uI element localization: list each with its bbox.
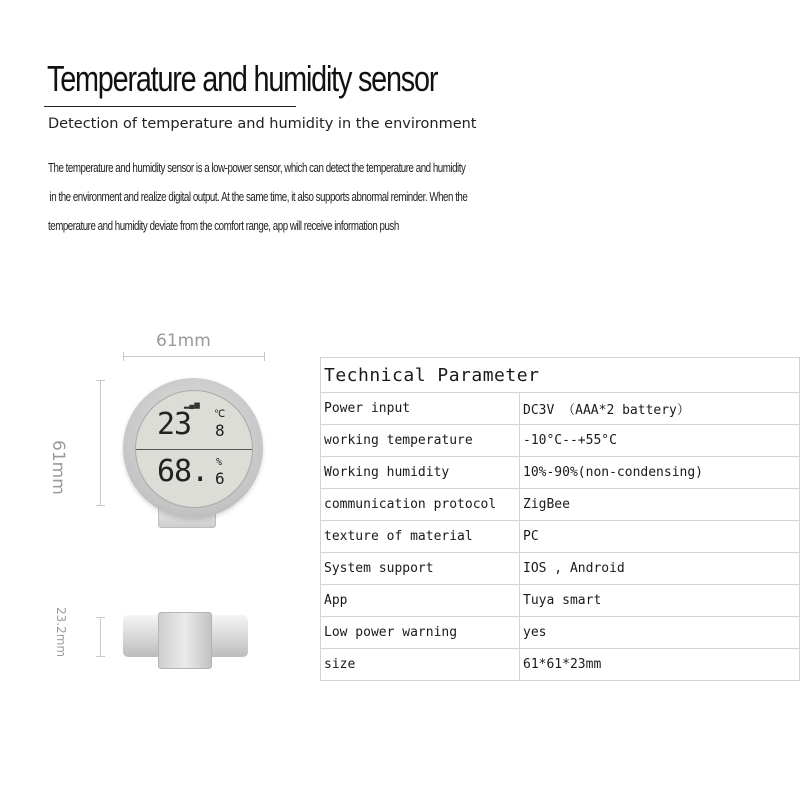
page-title: Temperature and humidity sensor [47,58,438,99]
description-line: in the environment and realize digital output. At the same time, it also supports abnormal reminder. When the [49,190,468,204]
description [48,154,485,241]
title-underline [44,106,296,107]
technical-parameter-table [320,357,800,681]
param-value: Tuya smart [520,585,800,617]
dimension-tick [264,352,265,361]
param-name: Power input [321,393,520,425]
lcd-temperature-unit: ℃ [214,409,226,420]
dimension-tick [96,380,105,381]
width-dimension-line [123,356,265,357]
param-name: System support [321,553,520,585]
height-dimension-label: 61mm [48,440,68,495]
table-row [321,457,800,489]
param-name: communication protocol [321,489,520,521]
sensor-device-front [123,378,263,518]
lcd-screen [135,390,253,508]
lcd-temperature-decimal: 8 [215,421,225,440]
table-row [321,489,800,521]
table-header-row [321,358,800,393]
table-row [321,649,800,681]
table-row [321,617,800,649]
param-name: working temperature [321,425,520,457]
depth-dimension-label: 23.2mm [54,607,68,658]
lcd-temperature: 23 [157,407,192,442]
description-line: The temperature and humidity sensor is a low-power sensor, which can detect the temperature and humidity [48,161,466,175]
width-dimension-label: 61mm [156,331,211,351]
param-name: App [321,585,520,617]
param-value: ZigBee [520,489,800,521]
table-row [321,393,800,425]
param-name: Low power warning [321,617,520,649]
param-name: size [321,649,520,681]
device-clip [158,612,212,669]
param-value: 61*61*23mm [520,649,800,681]
lcd-humidity-decimal: 6 [215,469,225,488]
page-subtitle: Detection of temperature and humidity in the environment [48,116,477,132]
param-value: IOS , Android [520,553,800,585]
param-value: -10°C--+55°C [520,425,800,457]
param-value: DC3V （AAA*2 battery） [520,393,800,425]
table-title: Technical Parameter [321,358,800,393]
description-line: temperature and humidity deviate from the comfort range, app will receive information push [48,219,399,233]
param-name: Working humidity [321,457,520,489]
height-dimension-line [100,380,101,506]
param-name: texture of material [321,521,520,553]
lcd-humidity: 68. [157,454,209,489]
lcd-divider [136,449,252,450]
signal-icon: ▂▄▆ [184,402,200,409]
depth-dimension-line [100,617,101,657]
param-value: PC [520,521,800,553]
table-row [321,585,800,617]
dimension-tick [96,617,105,618]
param-value: yes [520,617,800,649]
dimension-tick [123,352,124,361]
table-row [321,425,800,457]
param-value: 10%-90%(non-condensing) [520,457,800,489]
table-row [321,521,800,553]
dimension-tick [96,656,105,657]
table-row [321,553,800,585]
dimension-tick [96,505,105,506]
lcd-humidity-unit: % [216,457,223,468]
